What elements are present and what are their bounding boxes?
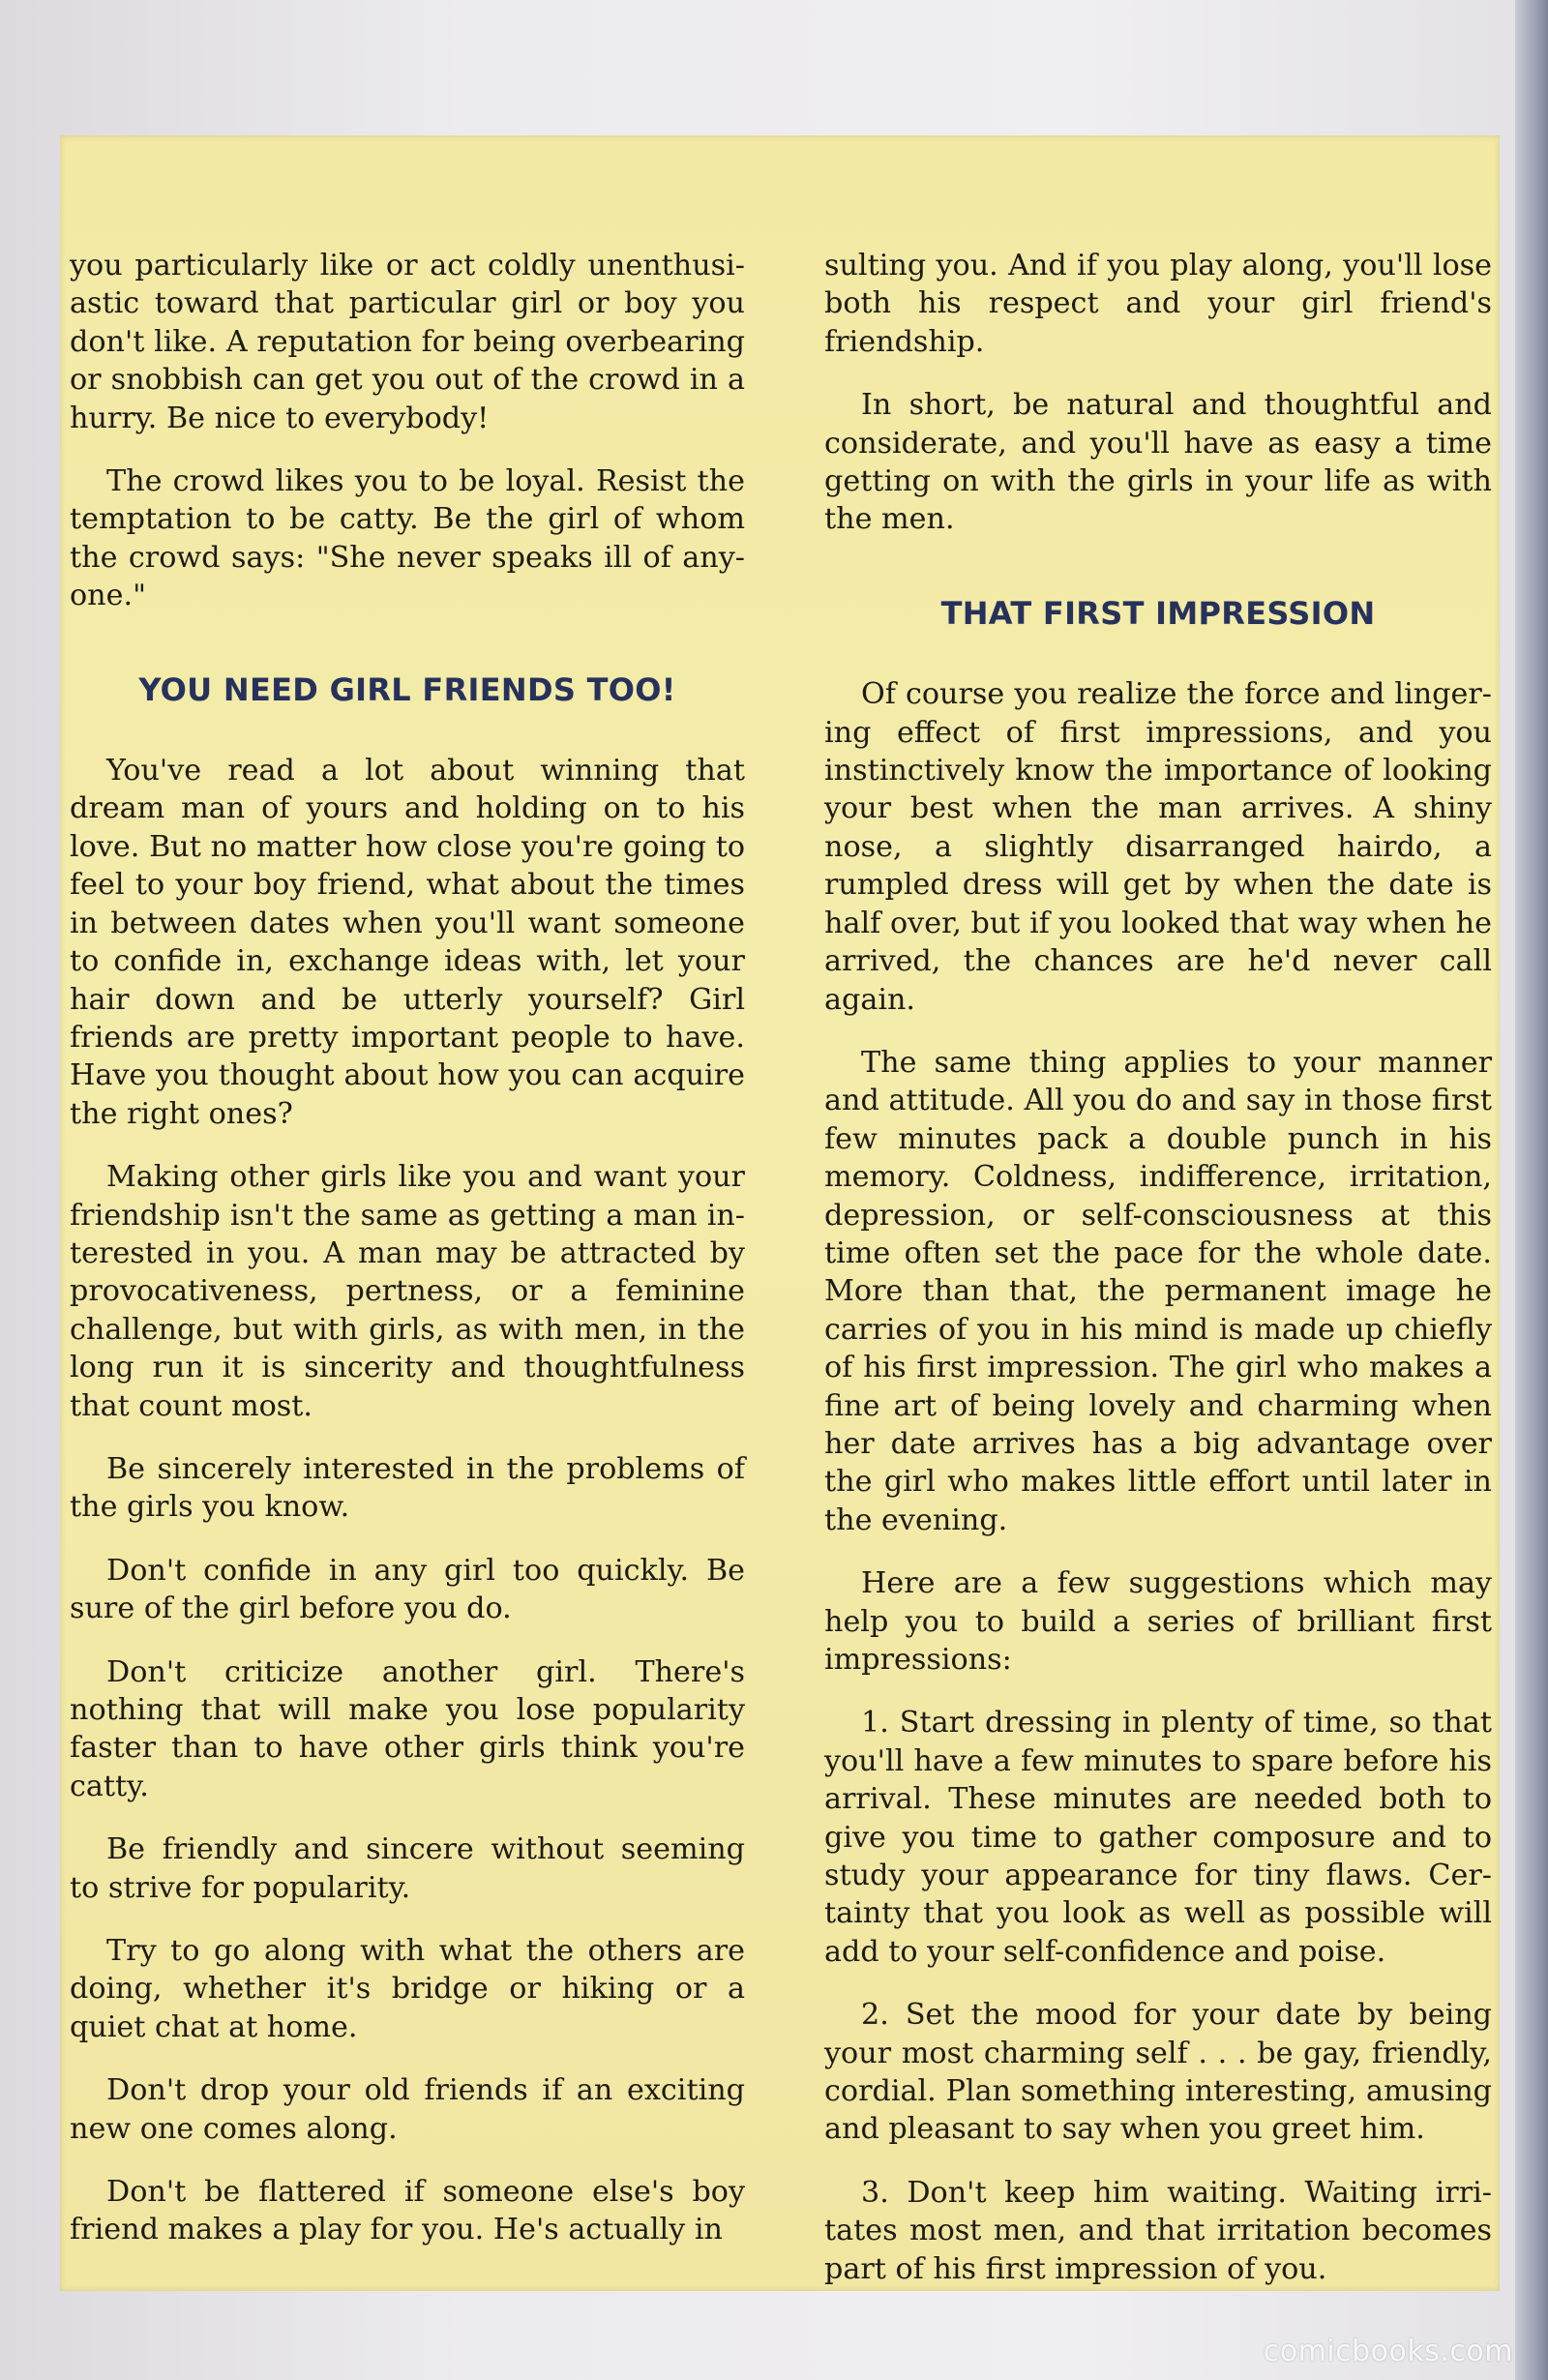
left-paragraph-10: Don't drop your old friends if an exciting new one comes along. bbox=[70, 2073, 745, 2146]
left-paragraph-6: Don't confide in any girl too quickly. Be sure of the girl before you do. bbox=[70, 1553, 745, 1626]
left-paragraph-9: Try to go along with what the others are doing, whether it's bridge or hiking or a quiet chat at home. bbox=[70, 1934, 745, 2044]
right-paragraph-2: In short, be natural and thoughtful and considerate, and you'll have as easy a time getting on with the girls in your life as with the men. bbox=[824, 388, 1492, 537]
site-watermark: comicbooks.com bbox=[1263, 2335, 1513, 2368]
left-paragraph-11: Don't be flattered if someone else's boy friend makes a play for you. He's actually in bbox=[70, 2175, 745, 2247]
left-paragraph-8: Be friendly and sincere without seeming to strive for popularity. bbox=[70, 1832, 745, 1905]
left-paragraph-3: You've read a lot about winning that dream man of yours and holding on to his love. But no matter how close you're going to feel to your boy friend, what about the times in between dates when you'll want someone to confide in, exchange ideas with, let your hair down and be utterly yourself? Girl friends are pretty important people to have. Have you thought about how you can acquire the right ones? bbox=[70, 754, 745, 1131]
text-panel bbox=[60, 135, 1500, 2291]
left-paragraph-5: Be sincerely interested in the problems of the girls you know. bbox=[70, 1451, 745, 1525]
left-paragraph-7: Don't criticize another girl. There's nothing that will make you lose popularity faster than to have other girls think you're catty. bbox=[70, 1654, 745, 1803]
right-paragraph-3: Of course you realize the force and lingering effect of first impressions, and you instinctively know the importance of looking your best when the man arrives. A shiny nose, a slightly disarranged hairdo, a rumpled dress will get by when the date is half over, but if you looked that way when he arrived, the chances are he'd never call again. bbox=[824, 677, 1492, 1017]
right-paragraph-5: Here are a few suggestions which may help you to build a series of brilliant first impressions: bbox=[824, 1566, 1492, 1677]
left-paragraph-2: The crowd likes you to be loyal. Resist the temptation to be catty. Be the girl of whom the crowd says: "She never speaks ill of anyone." bbox=[70, 464, 745, 613]
right-paragraph-4: The same thing applies to your manner and attitude. All you do and say in those first few minutes pack a double punch in his memory. Coldness, indifference, irritation, depression, or self-consciousness at this time often set the pace for the whole date. More than that, the permanent image he carries of you in his mind is made up chiefly of his first impression. The girl who makes a fine art of being lovely and charming when her date arrives has a big advantage over the girl who makes little effort until later in the evening. bbox=[824, 1045, 1492, 1537]
left-paragraph-1: you particularly like or act coldly unenthusiastic toward that particular girl or boy you don't like. A reputation for being overbearing or snobbish can get you out of the crowd in a hurry. Be nice to everybody! bbox=[70, 249, 745, 435]
right-paragraph-6: 1. Start dressing in plenty of time, so that you'll have a few minutes to spare before his arrival. These minutes are needed both to give you time to gather composure and to study your appearance for tiny flaws. Certainty that you look as well as possible will add to your self-confidence and poise. bbox=[824, 1706, 1492, 1969]
left-column bbox=[70, 247, 745, 2275]
section-heading-first-impression: THAT FIRST IMPRESSION bbox=[940, 594, 1376, 632]
right-paragraph-8: 3. Don't keep him waiting. Waiting irritates most men, and that irritation becomes part of his first impression of you. bbox=[824, 2175, 1492, 2286]
right-column bbox=[824, 247, 1492, 2313]
right-paragraph-7: 2. Set the mood for your date by being your most charming self . . . be gay, friendly, cordial. Plan something interesting, amusing and pleasant to say when you greet him. bbox=[824, 1998, 1492, 2147]
section-heading-girl-friends: YOU NEED GIRL FRIENDS TOO! bbox=[138, 670, 676, 708]
left-paragraph-4: Making other girls like you and want your friendship isn't the same as getting a man interested in you. A man may be attracted by provocativeness, pertness, or a feminine challenge, but with girls, as with men, in the long run it is sincerity and thoughtfulness that count most. bbox=[70, 1160, 745, 1423]
page-edge bbox=[1515, 0, 1548, 2380]
right-paragraph-1: sulting you. And if you play along, you'll lose both his respect and your girl friend's friendship. bbox=[824, 249, 1492, 359]
